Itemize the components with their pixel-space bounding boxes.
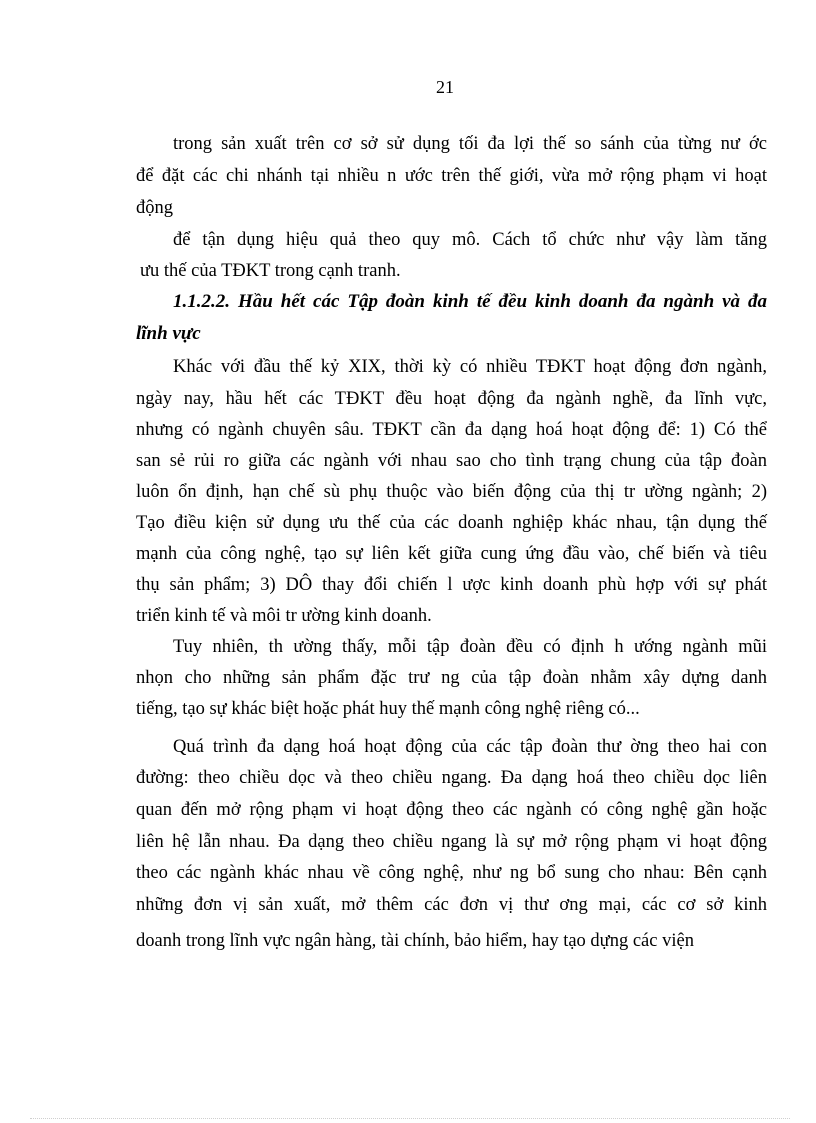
- body-line: thụ sản phẩm; 3) DÔ thay đổi chiến l ược kinh doanh phù hợp với sự phát: [136, 575, 767, 595]
- body-line: doanh trong lĩnh vực ngân hàng, tài chính, bảo hiểm, hay tạo dựng các viện: [136, 931, 694, 951]
- body-line: liên hệ lẫn nhau. Đa dạng theo chiều ngang là sự mở rộng phạm vi hoạt động: [136, 832, 767, 852]
- page-number: 21: [436, 77, 454, 97]
- body-line: quan đến mở rộng phạm vi hoạt động theo các ngành có công nghệ gần hoặc: [136, 800, 767, 820]
- body-line: Tạo điều kiện sử dụng ưu thế của các doanh nghiệp khác nhau, tận dụng thế: [136, 513, 767, 533]
- body-line: đường: theo chiều dọc và theo chiều ngang. Đa dạng hoá theo chiều dọc liên: [136, 768, 767, 788]
- body-line: Khác với đầu thế kỷ XIX, thời kỳ có nhiều TĐKT hoạt động đơn ngành,: [173, 357, 767, 377]
- section-heading: 1.1.2.2. Hầu hết các Tập đoàn kinh tế đều kinh doanh đa ngành và đa: [173, 291, 767, 312]
- body-line: nhọn cho những sản phẩm đặc trư ng của tập đoàn nhằm xây dựng danh: [136, 668, 767, 688]
- body-line: triển kinh tế và môi tr ường kinh doanh.: [136, 606, 432, 626]
- body-line: Quá trình đa dạng hoá hoạt động của các tập đoàn thư ờng theo hai con: [173, 737, 767, 757]
- body-line: san sẻ rủi ro giữa các ngành với nhau sao cho tình trạng chung của tập đoàn: [136, 451, 767, 471]
- body-line: Tuy nhiên, th ường thấy, mỗi tập đoàn đều có định h ướng ngành mũi: [173, 637, 767, 657]
- body-line: ngày nay, hầu hết các TĐKT đều hoạt động đa ngành nghề, đa lĩnh vực,: [136, 389, 767, 409]
- body-line: mạnh của công nghệ, tạo sự liên kết giữa cung ứng đầu vào, chế biến và tiêu: [136, 544, 767, 564]
- body-line: những đơn vị sản xuất, mở thêm các đơn vị thư ơng mại, các cơ sở kinh: [136, 895, 767, 915]
- body-line: ưu thế của TĐKT trong cạnh tranh.: [140, 261, 401, 281]
- body-line: tiếng, tạo sự khác biệt hoặc phát huy thế mạnh công nghệ riêng có...: [136, 699, 640, 719]
- section-heading: lĩnh vực: [136, 323, 201, 344]
- body-line: theo các ngành khác nhau về công nghệ, như ng bổ sung cho nhau: Bên cạnh: [136, 863, 767, 883]
- body-line: động: [136, 198, 173, 218]
- body-line: để đặt các chi nhánh tại nhiều n ước trên thế giới, vừa mở rộng phạm vi hoạt: [136, 166, 767, 186]
- page-bottom-divider: [30, 1118, 790, 1119]
- body-line: nhưng có ngành chuyên sâu. TĐKT cần đa dạng hoá hoạt động để: 1) Có thể: [136, 420, 767, 440]
- body-line: để tận dụng hiệu quả theo quy mô. Cách tổ chức như vậy làm tăng: [173, 230, 767, 250]
- body-line: trong sản xuất trên cơ sở sử dụng tối đa lợi thế so sánh của từng nư ớc: [173, 134, 767, 154]
- body-line: luôn ổn định, hạn chế sù phụ thuộc vào biến động của thị tr ường ngành; 2): [136, 482, 767, 502]
